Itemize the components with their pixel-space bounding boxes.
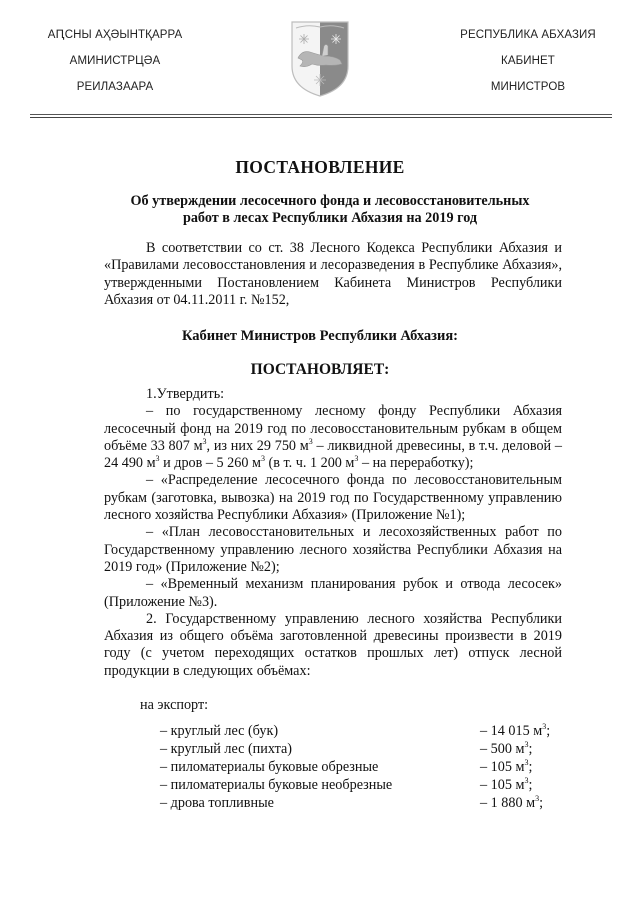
value-suffix: ; [539,795,544,811]
document-subtitle [100,193,560,227]
export-item-value [480,794,580,812]
superscript: 3 [202,436,207,446]
export-row [160,740,580,758]
value-text: – 500 м [480,741,525,757]
export-item-name: – пиломатериалы буковые необрезные [160,777,393,793]
header-left-line-2: АМИНИСТРЦӘА [69,55,161,67]
item-1a-part-6: – на переработку); [358,455,474,472]
export-item-name: – пиломатериалы буковые обрезные [160,759,379,775]
value-suffix: ; [546,723,551,739]
item-1-heading: 1.Утвердить: [146,386,225,402]
export-list [160,722,580,812]
export-item-name: – дрова топливные [160,795,274,811]
export-item-value [480,776,580,794]
superscript: 3 [524,776,529,785]
item-1a-part-3: – ликвидной древесины, в т.ч. деловой – 24 490 м [104,437,562,472]
item-1d-text: – «Временный механизм планирования рубок и отвода лесосек» (Приложение №3). [104,576,562,610]
value-suffix: ; [528,777,533,793]
item-1b-text: – «Распределение лесосечного фонда по лесовосстановительным рубкам (заготовка, вывозка) на 2019 год по Государственному управлению лесного хозяйства Республики Абхазия» (Приложение №1); [104,472,562,524]
value-text: – 105 м [480,759,525,775]
value-suffix: ; [528,741,533,757]
preamble-block [104,240,562,309]
item-1c-text: – «План лесовосстановительных и лесохозяйственных работ по Государственному управлению лесного хозяйства Республики Абхазия на 2019 год» (Приложение №2); [104,524,562,575]
header-left-line-3: РЕИЛАЗААРА [76,81,154,93]
export-row [160,758,580,776]
value-text: – 1 880 м [480,795,536,811]
document-title: ПОСТАНОВЛЕНИЕ [235,157,405,177]
header-right-line-1: РЕСПУБЛИКА АБХАЗИЯ [460,29,596,41]
export-row [160,794,580,812]
resolves-heading: ПОСТАНОВЛЯЕТ: [250,361,390,378]
header-right-line-2: КАБИНЕТ [501,55,555,67]
item-1a-text [104,403,562,472]
subtitle-line-2: работ в лесах Республики Абхазия на 2019 год [182,210,478,226]
export-item-name: – круглый лес (бук) [160,723,279,739]
header-russian [438,22,618,100]
header-abkhaz [30,22,200,100]
export-item-value [480,758,580,776]
export-item-name: – круглый лес (пихта) [160,741,293,757]
export-row [160,722,580,740]
superscript: 3 [155,454,160,464]
export-row [160,776,580,794]
header-divider [30,114,612,118]
item-1a-part-4: и дров – 5 260 м [159,455,261,472]
export-label: на экспорт: [140,697,209,713]
value-suffix: ; [528,759,533,775]
export-item-value [480,740,580,758]
item-1a-part-1: – по государственному лесному фонду Республики Абхазия лесосечный фонд на 2019 год по лесовосстановительным рубкам в общем объёме 33 807 м [104,403,562,454]
item-2-text: 2. Государственному управлению лесного хозяйства Республики Абхазия из общего объёма заготовленной древесины произвести в 2019 году (с учетом переходящих остатков прошлых лет) отпуск лесной продукции в следующих объёмах: [104,610,562,679]
item-1a-part-5: (в т. ч. 1 200 м [264,455,355,472]
subtitle-line-1: Об утверждении лесосечного фонда и лесовосстановительных [130,193,530,209]
superscript: 3 [354,454,359,464]
superscript: 3 [542,722,547,731]
item-1-block [104,386,562,680]
coat-of-arms-icon [288,18,352,98]
export-item-value [480,722,580,740]
authority-heading: Кабинет Министров Республики Абхазия: [181,328,459,344]
header-left-line-1: АԤСНЫ АҲӘЫНТҚАРРА [47,29,183,41]
superscript: 3 [535,794,540,803]
item-1a-part-2: , из них 29 750 м [206,437,309,454]
preamble-text: В соответствии со ст. 38 Лесного Кодекса Республики Абхазия и «Правилами лесовосстановления и лесоразведения в Республике Абхазия», утвержденными Постановлением Кабинета Министров Республики Абхазия от 04.11.2011 г. №152, [104,240,562,308]
superscript: 3 [524,758,529,767]
value-text: – 105 м [480,777,525,793]
superscript: 3 [260,454,265,464]
superscript: 3 [308,436,313,446]
superscript: 3 [524,740,529,749]
header-right-line-3: МИНИСТРОВ [490,81,566,93]
value-text: – 14 015 м [480,723,543,739]
